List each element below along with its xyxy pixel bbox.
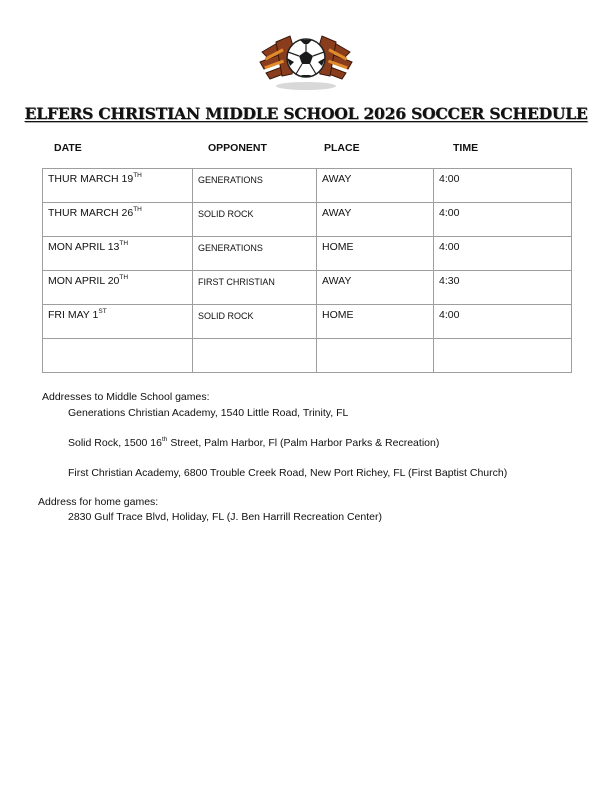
schedule-table <box>42 168 572 373</box>
game-date: THUR MARCH 26TH <box>43 203 193 237</box>
home-address-heading: Address for home games: <box>38 496 159 508</box>
empty-cell <box>317 339 434 373</box>
address-home: 2830 Gulf Trace Blvd, Holiday, FL (J. Ben Harrill Recreation Center) <box>68 511 382 523</box>
game-time: 4:00 <box>434 169 572 203</box>
empty-cell <box>43 339 193 373</box>
table-row-empty <box>43 339 572 373</box>
game-opponent: FIRST CHRISTIAN <box>193 271 317 305</box>
game-time: 4:30 <box>434 271 572 305</box>
empty-cell <box>434 339 572 373</box>
game-place: HOME <box>317 305 434 339</box>
soccer-ball-hands-icon <box>256 28 356 92</box>
address-first-christian: First Christian Academy, 6800 Trouble Creek Road, New Port Richey, FL (First Baptist Church) <box>68 467 508 479</box>
address-solid-rock: Solid Rock, 1500 16th Street, Palm Harbor, Fl (Palm Harbor Parks & Recreation) <box>68 436 440 449</box>
column-header-time: TIME <box>453 142 479 154</box>
table-row <box>43 271 572 305</box>
table-row <box>43 169 572 203</box>
game-date: MON APRIL 13TH <box>43 237 193 271</box>
page-title: ELFERS CHRISTIAN MIDDLE SCHOOL 2026 SOCCER SCHEDULE <box>24 104 588 123</box>
table-row <box>43 237 572 271</box>
table-row <box>43 305 572 339</box>
game-time: 4:00 <box>434 237 572 271</box>
column-header-opponent: OPPONENT <box>208 142 267 154</box>
column-header-place: PLACE <box>324 142 360 154</box>
game-date: MON APRIL 20TH <box>43 271 193 305</box>
game-place: AWAY <box>317 271 434 305</box>
empty-cell <box>193 339 317 373</box>
game-opponent: GENERATIONS <box>193 169 317 203</box>
column-header-date: DATE <box>54 142 82 154</box>
address-generations: Generations Christian Academy, 1540 Little Road, Trinity, FL <box>68 407 349 419</box>
away-addresses-heading: Addresses to Middle School games: <box>42 391 210 403</box>
game-date: THUR MARCH 19TH <box>43 169 193 203</box>
table-row <box>43 203 572 237</box>
game-place: AWAY <box>317 203 434 237</box>
game-opponent: GENERATIONS <box>193 237 317 271</box>
game-opponent: SOLID ROCK <box>193 305 317 339</box>
game-place: HOME <box>317 237 434 271</box>
game-time: 4:00 <box>434 305 572 339</box>
game-place: AWAY <box>317 169 434 203</box>
game-opponent: SOLID ROCK <box>193 203 317 237</box>
game-date: FRI MAY 1ST <box>43 305 193 339</box>
game-time: 4:00 <box>434 203 572 237</box>
